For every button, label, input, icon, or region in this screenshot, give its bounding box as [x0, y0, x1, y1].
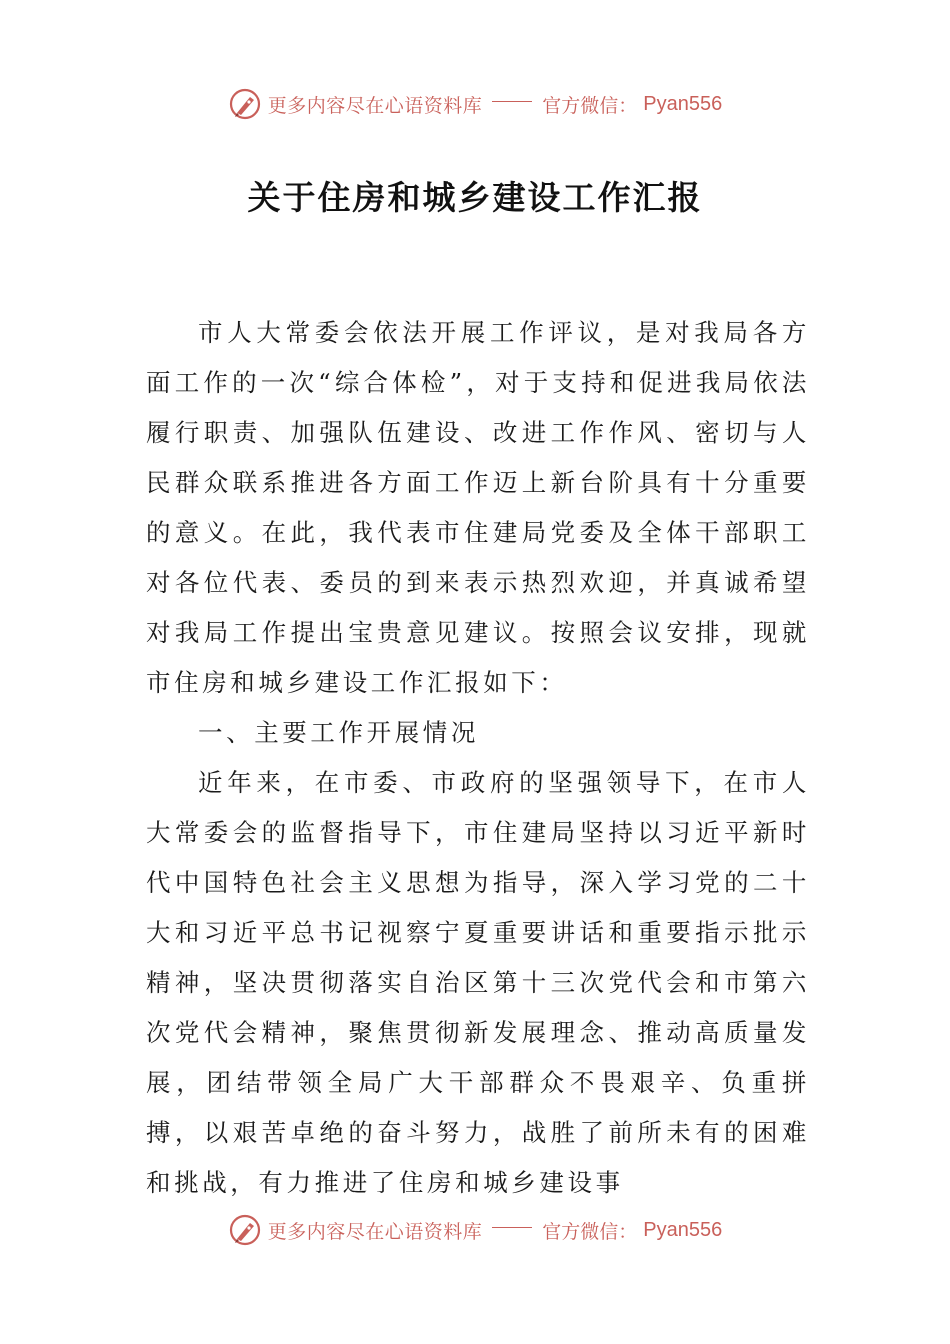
separator-dash [492, 101, 532, 102]
pen-nib-logo-icon [228, 87, 262, 121]
wechat-label: 官方微信： [542, 1220, 638, 1243]
pen-nib-logo-icon [228, 1213, 262, 1247]
promo-text: 更多内容尽在心语资料库 [267, 1220, 483, 1243]
wechat-id: Pyan556 [643, 1218, 723, 1241]
section-heading: 一、主要工作开展情况 [198, 718, 479, 747]
promo-text: 更多内容尽在心语资料库 [267, 94, 483, 117]
document-body [146, 308, 810, 1208]
body-paragraph: 近年来，在市委、市政府的坚强领导下，在市人大常委会的监督指导下，市住建局坚持以习近平新时代中国特色社会主义思想为指导，深入学习党的二十大和习近平总书记视察宁夏重要讲话和重要指示批示精神，坚决贯彻落实自治区第十三次党代会和市第六次党代会精神，聚焦贯彻新发展理念、推动高质量发展，团结带领全局广大干部群众不畏艰辛、负重拼搏，以艰苦卓绝的奋斗努力，战胜了前所未有的困难和挑战，有力推进了住房和城乡建设事 [146, 768, 810, 1197]
separator-dash [492, 1227, 532, 1228]
wechat-label: 官方微信： [542, 94, 638, 117]
header-watermark-banner [0, 84, 950, 124]
intro-paragraph: 市人大常委会依法开展工作评议，是对我局各方面工作的一次“综合体检”，对于支持和促进我局依法履行职责、加强队伍建设、改进工作作风、密切与人民群众联系推进各方面工作迈上新台阶具有十分重要的意义。在此，我代表市住建局党委及全体干部职工对各位代表、委员的到来表示热烈欢迎，并真诚希望对我局工作提出宝贵意见建议。按照会议安排，现就市住房和城乡建设工作汇报如下： [146, 318, 810, 697]
wechat-id: Pyan556 [643, 92, 723, 115]
footer-watermark-banner [0, 1210, 950, 1250]
document-title: 关于住房和城乡建设工作汇报 [247, 178, 703, 217]
